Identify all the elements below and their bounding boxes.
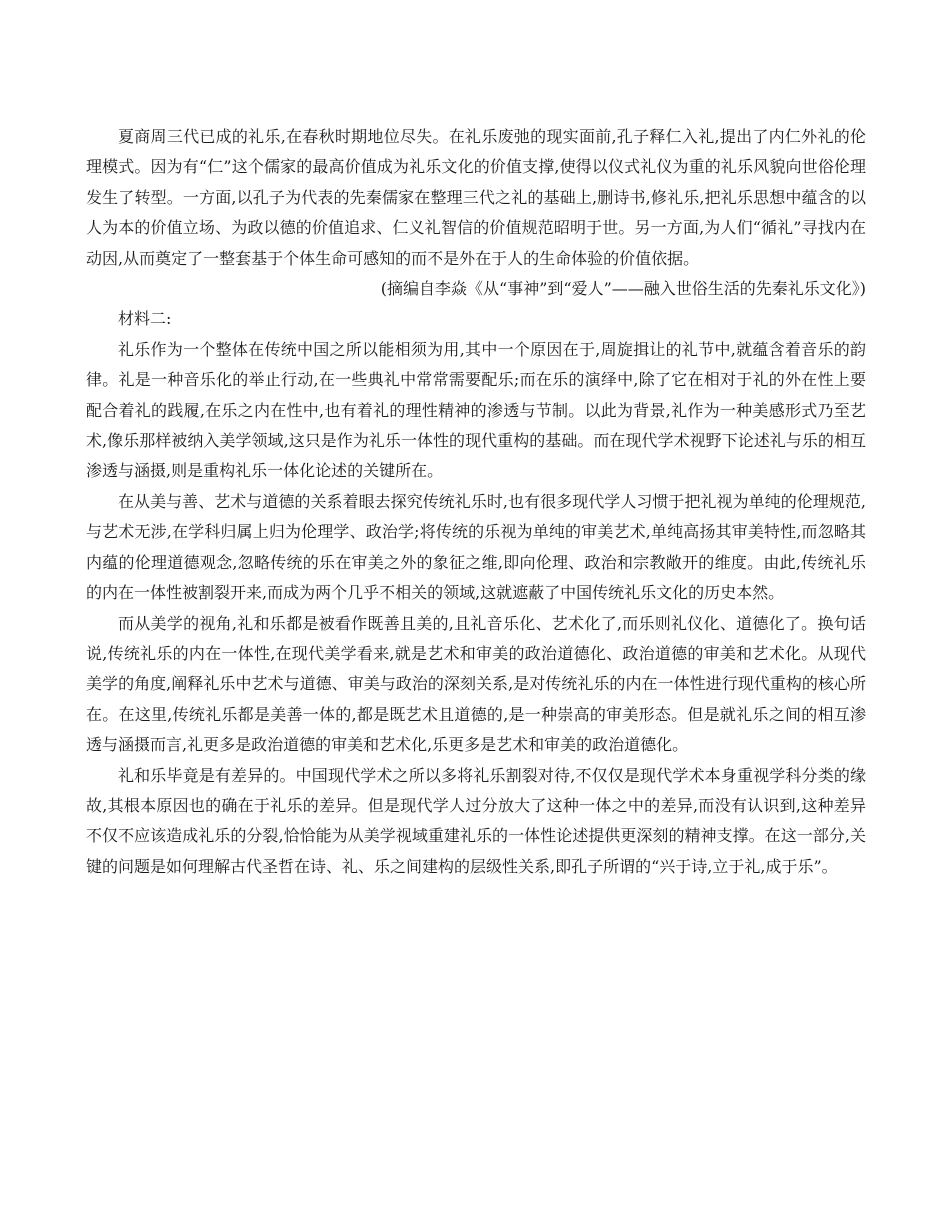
- paragraph-4: 而从美学的视角,礼和乐都是被看作既善且美的,且礼音乐化、艺术化了,而乐则礼仪化、道德化了。换句话说,传统礼乐的内在一体性,在现代美学看来,就是艺术和审美的政治道德化、政治道德的审美和艺术化。从现代美学的角度,阐释礼乐中艺术与道德、审美与政治的深刻关系,是对传统礼乐的内在一体性进行现代重构的核心所在。在这里,传统礼乐都是美善一体的,都是既艺术且道德的,是一种崇高的审美形态。但是就礼乐之间的相互渗透与涵摄而言,礼更多是政治道德的审美和艺术化,乐更多是艺术和审美的政治道德化。: [86, 613, 866, 755]
- source-citation: (摘编自李焱《从“事神”到“爱人”——融入世俗生活的先秦礼乐文化》): [380, 279, 866, 299]
- paragraph-3: 在从美与善、艺术与道德的关系着眼去探究传统礼乐时,也有很多现代学人习惯于把礼视为单纯的伦理规范,与艺术无涉,在学科归属上归为伦理学、政治学;将传统的乐视为单纯的审美艺术,单纯高扬其审美特性,而忽略其内蕴的伦理道德观念,忽略传统的乐在审美之外的象征之维,即向伦理、政治和宗教敞开的维度。由此,传统礼乐的内在一体性被割裂开来,而成为两个几乎不相关的领域,这就遮蔽了中国传统礼乐文化的历史本然。: [86, 491, 866, 603]
- paragraph-1: 夏商周三代已成的礼乐,在春秋时期地位尽失。在礼乐废弛的现实面前,孔子释仁入礼,提出了内仁外礼的伦理模式。因为有“仁”这个儒家的最高价值成为礼乐文化的价值支撑,使得以仪式礼仪为重的礼乐风貌向世俗伦理发生了转型。一方面,以孔子为代表的先秦儒家在整理三代之礼的基础上,删诗书,修礼乐,把礼乐思想中蕴含的以人为本的价值立场、为政以德的价值追求、仁义礼智信的价值规范昭明于世。另一方面,为人们“循礼”寻找内在动因,从而奠定了一整套基于个体生命可感知的而不是外在于人的生命体验的价值依据。: [86, 127, 866, 268]
- section-heading-material-two: 材料二:: [118, 309, 172, 329]
- paragraph-2: 礼乐作为一个整体在传统中国之所以能相须为用,其中一个原因在于,周旋揖让的礼节中,就蕴含着音乐的韵律。礼是一种音乐化的举止行动,在一些典礼中常常需要配乐;而在乐的演绎中,除了它在相对于礼的外在性上要配合着礼的践履,在乐之内在性中,也有着礼的理性精神的渗透与节制。以此为背景,礼作为一种美感形式乃至艺术,像乐那样被纳入美学领域,这只是作为礼乐一体性的现代重构的基础。而在现代学术视野下论述礼与乐的相互渗透与涵摄,则是重构礼乐一体化论述的关键所在。: [86, 339, 866, 481]
- paragraph-5: 礼和乐毕竟是有差异的。中国现代学术之所以多将礼乐割裂对待,不仅仅是现代学术本身重视学科分类的缘故,其根本原因也的确在于礼乐的差异。但是现代学人过分放大了这种一体之中的差异,而没有认识到,这种差异不仅不应该造成礼乐的分裂,恰恰能为从美学视域重建礼乐的一体性论述提供更深刻的精神支撑。在这一部分,关键的问题是如何理解古代圣哲在诗、礼、乐之间建构的层级性关系,即孔子所谓的“兴于诗,立于礼,成于乐”。: [86, 765, 866, 876]
- document-page: [86, 122, 866, 882]
